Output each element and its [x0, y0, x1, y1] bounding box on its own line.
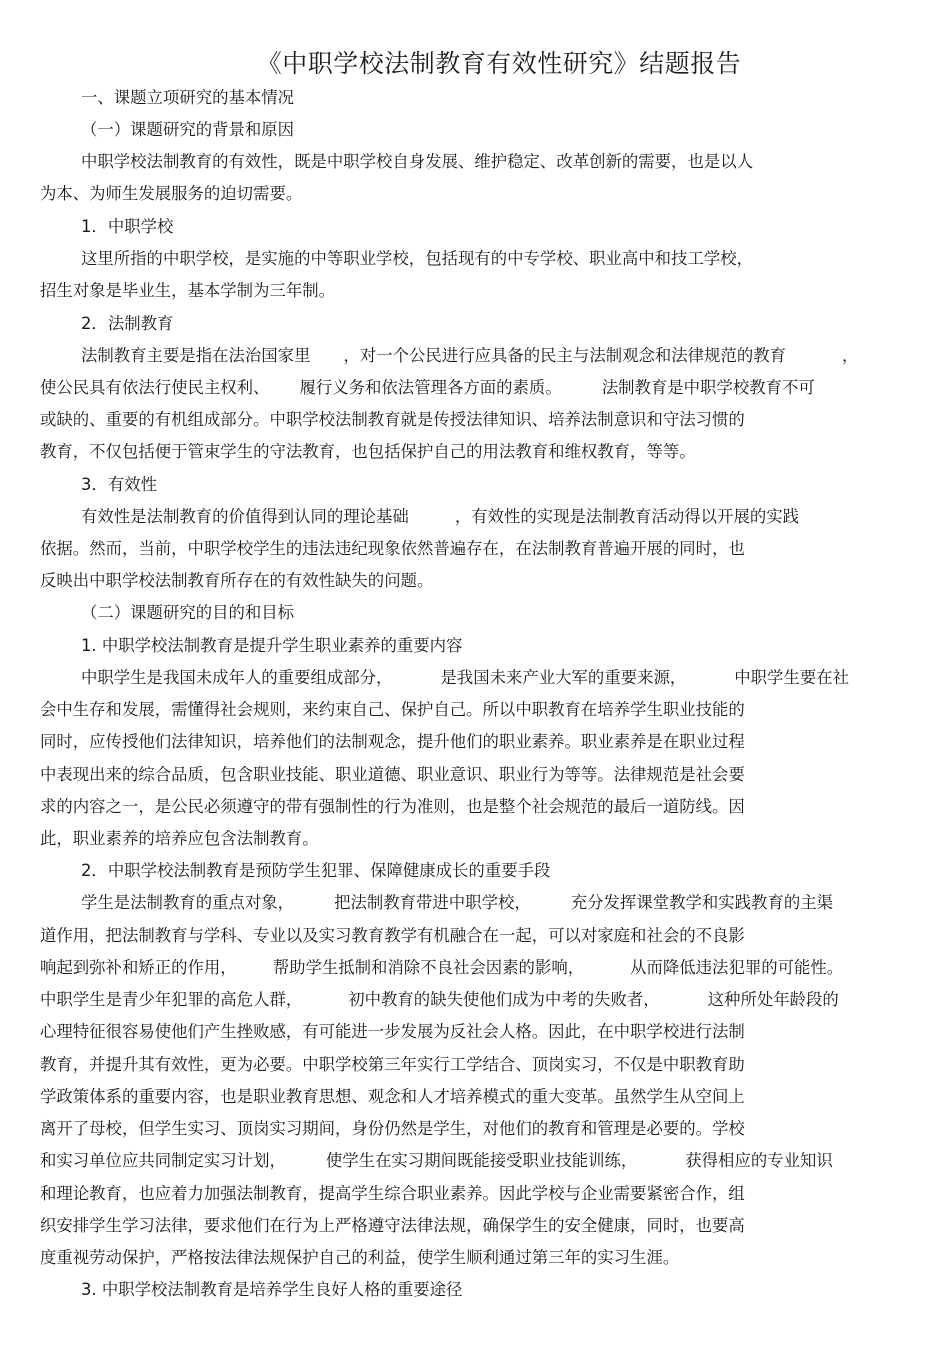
- item-heading: 2．中职学校法制教育是预防学生犯罪、保障健康成长的重要手段: [81, 861, 551, 880]
- paragraph-line: 为本、为师生发展服务的迫切需要。: [40, 184, 303, 203]
- line-segment: 履行义务和依法管理各方面的素质。: [299, 378, 562, 397]
- document-title: 《中职学校法制教育有效性研究》结题报告: [256, 49, 742, 78]
- paragraph-line: 会中生存和发展，需懂得社会规则，来约束自己、保护自己。所以中职教育在培养学生职业技能的: [40, 700, 745, 719]
- paragraph-line: 招生对象是毕业生，基本学制为三年制。: [40, 281, 336, 300]
- paragraph-line: [40, 377, 815, 399]
- paragraph-line: 这里所指的中职学校，是实施的中等职业学校，包括现有的中专学校、职业高中和技工学校，: [81, 249, 754, 268]
- line-segment: 中职学生是青少年犯罪的高危人群，: [40, 990, 303, 1009]
- paragraph-line: [40, 1150, 833, 1172]
- paragraph-line: 依据。然而，当前，中职学校学生的违法违纪现象依然普遍存在，在法制教育普遍开展的同时，也: [40, 539, 745, 558]
- line-segment: 使公民具有依法行使民主权利、: [40, 378, 270, 397]
- paragraph-line: 此，职业素养的培养应包含法制教育。: [40, 829, 319, 848]
- line-segment: 帮助学生抵制和消除不良社会因素的影响，: [272, 958, 585, 977]
- item-heading: 3．有效性: [81, 475, 157, 494]
- line-segment: 获得相应的专业知识: [685, 1151, 833, 1170]
- paragraph-line: [81, 345, 858, 367]
- paragraph-line: 反映出中职学校法制教育所存在的有效性缺失的问题。: [40, 571, 434, 590]
- paragraph-line: 中表现出来的综合品质，包含职业技能、职业道德、职业意识、职业行为等等。法律规范是社会要: [40, 765, 745, 784]
- paragraph-line: [40, 989, 839, 1011]
- paragraph-line: 织安排学生学习法律，要求他们在行为上严格遵守法律法规，确保学生的安全健康，同时，也要高: [40, 1216, 745, 1235]
- line-segment: 这种所处年龄段的: [707, 990, 839, 1009]
- paragraph-line: 和理论教育，也应着力加强法制教育，提高学生综合职业素养。因此学校与企业需要紧密合作，组: [40, 1184, 745, 1203]
- line-segment: 学生是法制教育的重点对象，: [81, 893, 295, 912]
- paragraph-line: 度重视劳动保护，严格按法律法规保护自己的利益，使学生顺利通过第三年的实习生涯。: [40, 1248, 680, 1267]
- paragraph-line: 离开了母校，但学生实习、顶岗实习期间，身份仍然是学生，对他们的教育和管理是必要的。学校: [40, 1119, 745, 1138]
- line-segment: 初中教育的缺失使他们成为中考的失败者，: [348, 990, 660, 1009]
- line-segment: 把法制教育带进中职学校，: [334, 893, 531, 912]
- paragraph-line: 心理特征很容易使他们产生挫败感，有可能进一步发展为反社会人格。因此，在中职学校进行法制: [40, 1022, 745, 1041]
- line-segment: 使学生在实习期间既能接受职业技能训练，: [325, 1151, 638, 1170]
- paragraph-line: 同时，应传授他们法律知识，培养他们的法制观念，提升他们的职业素养。职业素养是在职业过程: [40, 732, 745, 751]
- line-segment: 有效性是法制教育的价值得到认同的理论基础: [81, 507, 409, 526]
- paragraph-line: 或缺的、重要的有机组成部分。中职学校法制教育就是传授法律知识、培养法制意识和守法习惯的: [40, 410, 745, 429]
- line-segment: ，有效性的实现是法制教育活动得以开展的实践: [454, 507, 800, 526]
- paragraph-line: 教育，不仅包括便于管束学生的守法教育，也包括保护自己的用法教育和维权教育，等等。: [40, 442, 696, 461]
- line-segment: 从而降低违法犯罪的可能性。: [630, 958, 844, 977]
- subsection-heading: （二）课题研究的目的和目标: [81, 603, 295, 622]
- line-segment: 充分发挥课堂教学和实践教育的主渠: [570, 893, 834, 912]
- subsection-heading: （一）课题研究的背景和原因: [81, 120, 295, 139]
- paragraph-line: 中职学校法制教育的有效性，既是中职学校自身发展、维护稳定、改革创新的需要，也是以人: [81, 152, 754, 171]
- paragraph-line: 教育，并提升其有效性，更为必要。中职学校第三年实行工学结合、顶岗实习，不仅是中职教育助: [40, 1055, 745, 1074]
- item-heading: 3. 中职学校法制教育是培养学生良好人格的重要途径: [81, 1280, 463, 1299]
- item-heading: 1. 中职学校法制教育是提升学生职业素养的重要内容: [81, 636, 463, 655]
- paragraph-line: 求的内容之一，是公民必须遵守的带有强制性的行为准则，也是整个社会规范的最后一道防线。因: [40, 797, 745, 816]
- line-segment: 法制教育主要是指在法治国家里: [81, 346, 311, 365]
- item-heading: 2．法制教育: [81, 314, 174, 333]
- line-segment: 法制教育是中职学校教育不可: [601, 378, 815, 397]
- paragraph-line: [81, 892, 833, 914]
- section-heading: 一、课题立项研究的基本情况: [81, 88, 295, 107]
- line-segment: 中职学生要在社: [734, 668, 850, 687]
- item-heading: 1．中职学校: [81, 217, 174, 236]
- line-segment: 中职学生是我国未成年人的重要组成部分，: [81, 668, 393, 687]
- paragraph-line: [40, 957, 843, 979]
- line-segment: ，对一个公民进行应具备的民主与法制观念和法律规范的教育: [343, 346, 787, 365]
- paragraph-line: [81, 667, 849, 689]
- line-segment: 响起到弥补和矫正的作用，: [40, 958, 237, 977]
- paragraph-line: [81, 506, 799, 528]
- paragraph-line: 道作用，把法制教育与学科、专业以及实习教育教学有机融合在一起，可以对家庭和社会的不良影: [40, 926, 745, 945]
- paragraph-line: 学政策体系的重要内容，也是职业教育思想、观念和人才培养模式的重大变革。虽然学生从空间上: [40, 1087, 745, 1106]
- line-segment: 是我国未来产业大军的重要来源，: [440, 668, 687, 687]
- line-segment: ，: [842, 346, 859, 365]
- line-segment: 和实习单位应共同制定实习计划，: [40, 1151, 286, 1170]
